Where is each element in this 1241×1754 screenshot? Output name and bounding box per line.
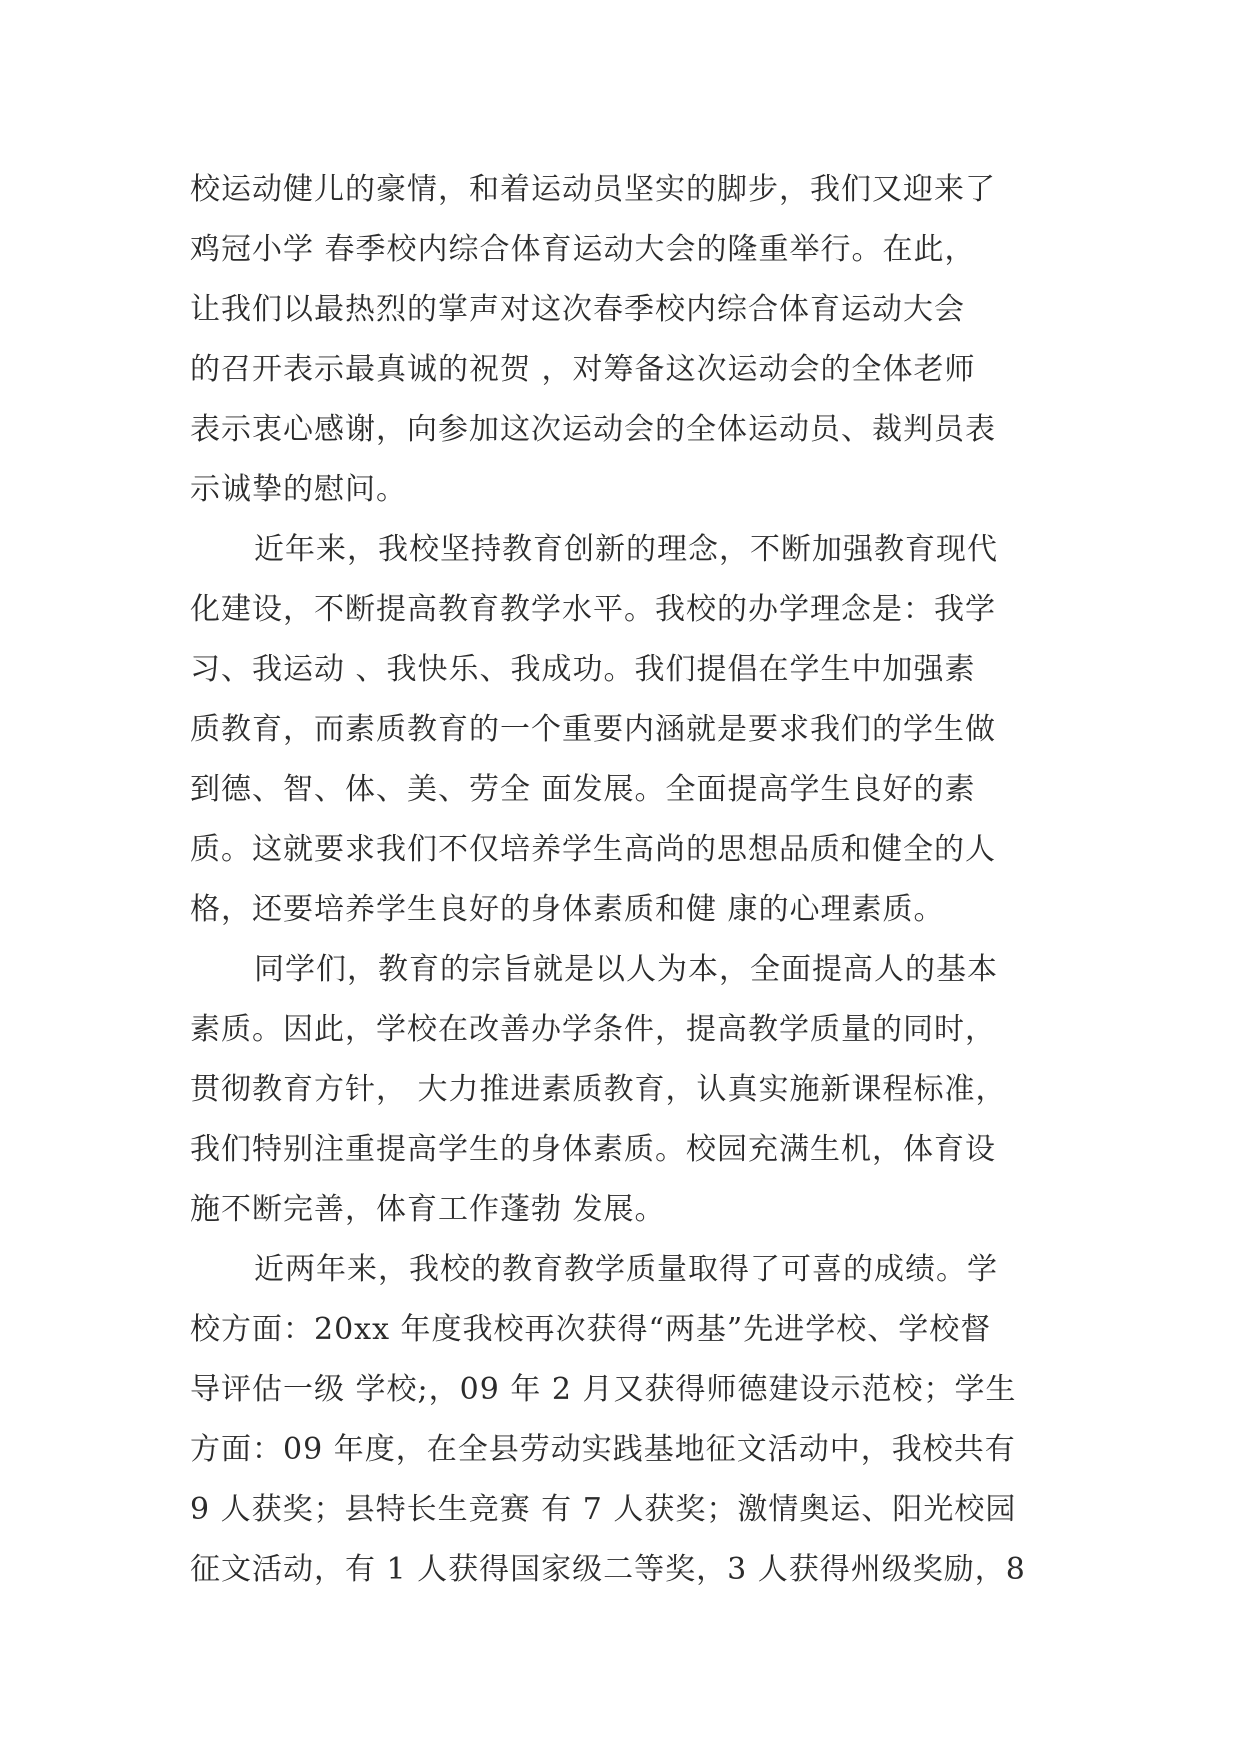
text-line: 贯彻教育方针， 大力推进素质教育，认真实施新课程标准， <box>190 1072 1007 1107</box>
text-line: 的召开表示最真诚的祝贺 ，对筹备这次运动会的全体老师 <box>190 352 976 387</box>
text-line: 示诚挚的慰问。 <box>190 472 407 507</box>
text-line: 方面：09 年度，在全县劳动实践基地征文活动中，我校共有 <box>190 1432 1016 1467</box>
text-line: 导评估一级 学校;，09 年 2 月又获得师德建设示范校；学生 <box>190 1372 1017 1407</box>
text-line: 9 人获奖；县特长生竞赛 有 7 人获奖；激情奥运、阳光校园 <box>190 1492 1017 1527</box>
text-line: 让我们以最热烈的掌声对这次春季校内综合体育运动大会 <box>190 292 965 327</box>
text-line: 质教育，而素质教育的一个重要内涵就是要求我们的学生做 <box>190 712 996 747</box>
text-line: 到德、智、体、美、劳全 面发展。全面提高学生良好的素 <box>190 772 976 807</box>
text-line: 格，还要培养学生良好的身体素质和健 康的心理素质。 <box>190 892 945 927</box>
text-line: 化建设，不断提高教育教学水平。我校的办学理念是：我学 <box>190 592 996 627</box>
paragraph-first-line: 同学们，教育的宗旨就是以人为本，全面提高人的基本 <box>254 952 998 987</box>
text-line: 表示衷心感谢，向参加这次运动会的全体运动员、裁判员表 <box>190 412 996 447</box>
paragraph-first-line: 近年来，我校坚持教育创新的理念，不断加强教育现代 <box>254 532 998 567</box>
text-line: 我们特别注重提高学生的身体素质。校园充满生机，体育设 <box>190 1132 996 1167</box>
body-text <box>190 160 1070 1600</box>
text-line: 习、我运动 、我快乐、我成功。我们提倡在学生中加强素 <box>190 652 976 687</box>
text-line: 校方面：20xx 年度我校再次获得“两基”先进学校、学校督 <box>190 1312 992 1347</box>
text-line: 施不断完善，体育工作蓬勃 发展。 <box>190 1192 666 1227</box>
text-line: 校运动健儿的豪情，和着运动员坚实的脚步，我们又迎来了 <box>190 172 996 207</box>
text-line: 素质。因此，学校在改善办学条件，提高教学质量的同时， <box>190 1012 996 1047</box>
text-line: 质。这就要求我们不仅培养学生高尚的思想品质和健全的人 <box>190 832 996 867</box>
text-line: 征文活动，有 1 人获得国家级二等奖，3 人获得州级奖励，8 <box>190 1552 1026 1587</box>
paragraph-first-line: 近两年来，我校的教育教学质量取得了可喜的成绩。学 <box>254 1252 998 1287</box>
text-line: 鸡冠小学 春季校内综合体育运动大会的隆重举行。在此， <box>190 232 976 267</box>
